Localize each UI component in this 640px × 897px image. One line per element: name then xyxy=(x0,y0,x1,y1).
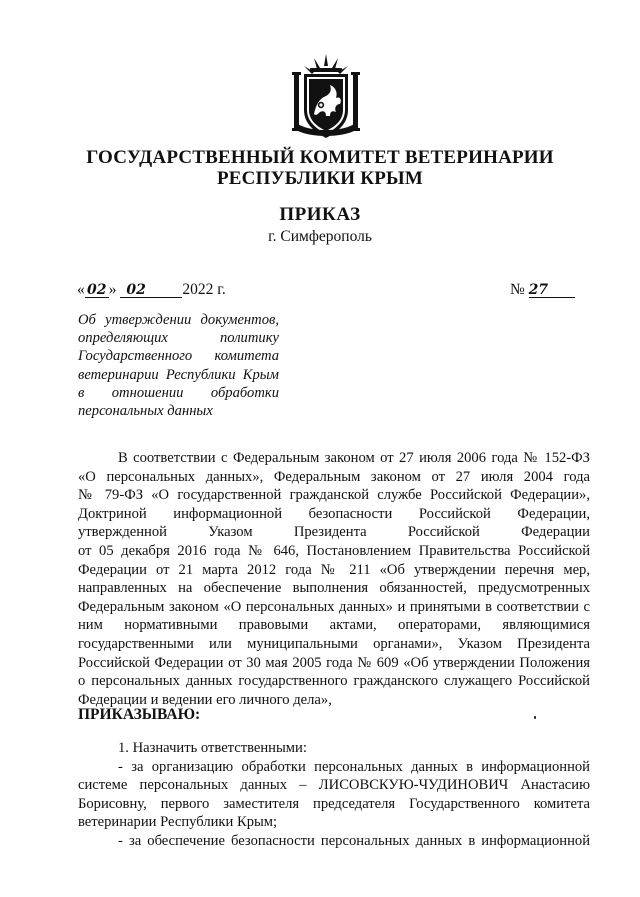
date-day-handwritten: 02 xyxy=(85,283,109,298)
subject-line: персональных данных xyxy=(78,403,213,420)
number-handwritten: 27 xyxy=(529,283,575,298)
preamble-line: государственными или муниципальными органами», Указом Президента xyxy=(78,635,590,652)
subject-line: в отношении обработки xyxy=(78,384,279,401)
preamble-line: направленных на обеспечение выполнения обязанностей, предусмотренных xyxy=(78,580,590,597)
document-number xyxy=(510,281,575,299)
organization-name-line-2: РЕСПУБЛИКИ КРЫМ xyxy=(216,168,424,189)
date-close-quote: » xyxy=(108,281,117,298)
order-items xyxy=(78,739,590,851)
preamble-line: «О персональных данных», Федеральным законом от 27 июля 2004 года xyxy=(78,468,590,485)
item-line: системе персональных данных – ЛИСОВСКУЮ-ЧУДИНОВИЧ Анастасию xyxy=(78,777,590,794)
date-year: 2022 г. xyxy=(182,281,226,298)
subject-line: ветеринарии Республики Крым xyxy=(78,366,279,383)
date-month-handwritten: 02 xyxy=(120,283,182,298)
item-line: ветеринарии Республики Крым; xyxy=(78,814,278,831)
organization-name-line-1: ГОСУДАРСТВЕННЫЙ КОМИТЕТ ВЕТЕРИНАРИИ xyxy=(86,147,554,168)
preamble-line: Российской Федерации от 30 мая 2005 года № 609 «Об утверждении Положения xyxy=(78,654,590,671)
preamble-line: ним нормативными правовыми актами, операторами, являющимися xyxy=(78,617,590,634)
number-label: № xyxy=(510,281,525,298)
crimea-coat-of-arms-icon xyxy=(290,52,362,142)
preamble-paragraph xyxy=(78,449,590,709)
document-city: г. Симферополь xyxy=(268,228,372,245)
subject-line: Об утверждении документов, xyxy=(78,312,279,328)
preamble-line: № 79-ФЗ «О государственной гражданской службе Российской Федерации», xyxy=(78,487,590,504)
preamble-line: о персональных данных государственного гражданского служащего Российской xyxy=(78,673,590,690)
item-line: - за обеспечение безопасности персональных данных в информационной xyxy=(118,832,590,849)
preamble-line: Федеральным законом «О персональных данных» и принятыми в соответствии с xyxy=(78,598,590,615)
preamble-line: Федерации и ведении его личного дела», xyxy=(78,691,332,708)
date-open-quote: « xyxy=(77,281,85,298)
document-date xyxy=(77,281,226,299)
item-line: - за организацию обработки персональных данных в информационной xyxy=(118,758,590,775)
item-line: 1. Назначить ответственными: xyxy=(118,740,307,756)
item-line: Борисовну, первого заместителя председателя Государственного комитета xyxy=(78,795,590,812)
preamble-line: Федерации от 21 марта 2012 года № 211 «Об утверждении перечня мер, xyxy=(78,561,590,578)
document-type-title: ПРИКАЗ xyxy=(279,204,361,225)
preamble-line: от 05 декабря 2016 года № 646, Постановлением Правительства Российской xyxy=(78,542,590,559)
subject-line: Государственного комитета xyxy=(78,348,279,365)
preamble-line: утвержденной Указом Президента Российской Федерации xyxy=(78,524,590,541)
order-heading: ПРИКАЗЫВАЮ: xyxy=(78,706,201,723)
document-subject xyxy=(78,311,279,420)
scan-speck xyxy=(534,716,536,719)
preamble-line: Доктриной информационной безопасности Российской Федерации, xyxy=(78,505,590,522)
subject-line: определяющих политику xyxy=(78,330,279,347)
preamble-line: В соответствии с Федеральным законом от 27 июля 2006 года № 152-ФЗ xyxy=(118,450,590,466)
